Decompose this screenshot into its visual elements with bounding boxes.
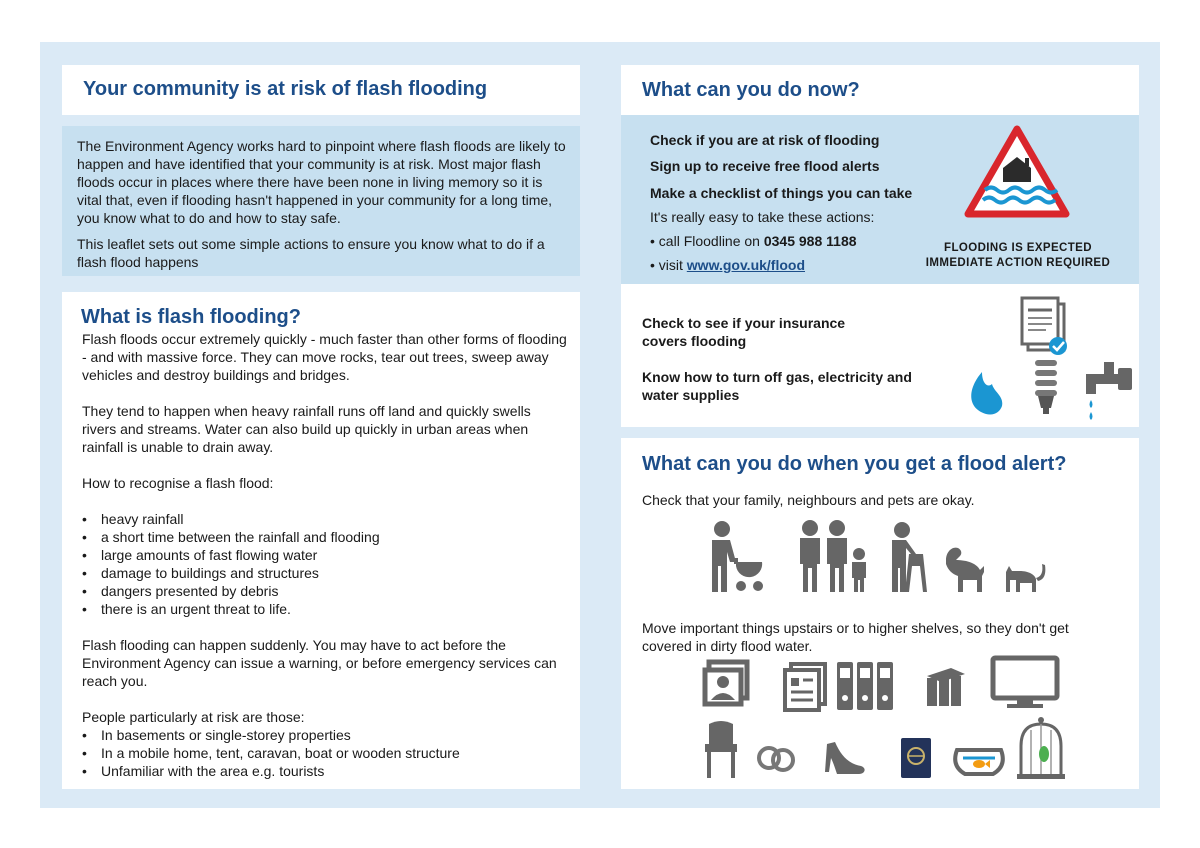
what-is-heading: What is flash flooding? [81,306,301,328]
family-icon [800,520,866,592]
list-item: • large amounts of fast flowing water [82,546,568,564]
flood-warning-sign-icon [963,124,1071,220]
list-item: • heavy rainfall [82,510,568,528]
actions-panel [621,115,1139,284]
list-item: • damage to buildings and structures [82,564,568,582]
easy-actions-text: It's really easy to take these actions: [650,209,875,225]
family-pets-icons [706,520,1066,596]
passport-icon [901,738,931,778]
sign-line-2: IMMEDIATE ACTION REQUIRED [925,257,1111,269]
utilities-icons [956,292,1136,422]
left-title-box [62,65,580,115]
high-heel-shoe-icon [825,742,865,774]
fishbowl-icon [955,750,1003,774]
do-now-heading: What can you do now? [642,79,860,101]
sign-line-1: FLOODING IS EXPECTED [944,242,1092,254]
dog-icon [946,548,984,592]
parent-with-pram-icon [712,521,763,592]
action-checklist: Make a checklist of things you can take [650,185,913,201]
flood-alert-box [621,438,1139,789]
list-item: • In a mobile home, tent, caravan, boat or wooden structure [82,744,568,762]
supplies-check: Know how to turn off gas, electricity and water supplies [642,369,912,403]
intro-paragraph-1: The Environment Agency works hard to pinpoint where flash floods are likely to happen and have identified that your community is at risk. Most major flash floods occur in places where there have been none in living memory so it is vital that, even if flooding hasn't happened in your community for a long time, you know what to do and how to stay safe. [77,138,566,226]
gov-flood-link[interactable]: www.gov.uk/flood [686,257,806,273]
insurance-check: Check to see if your insurance covers flooding [642,315,846,349]
chair-icon [705,721,737,778]
signs-list [82,510,568,618]
intro-paragraph-2: This leaflet sets out some simple actions to ensure you know what to do if a flash flood happens [77,236,545,270]
call-floodline [650,232,857,250]
list-item: • In basements or single-storey properties [82,726,568,744]
list-item: • a short time between the rainfall and flooding [82,528,568,546]
visit-website [650,256,805,274]
files-binders-icon [837,662,893,710]
tv-monitor-icon [993,658,1057,708]
books-icon [927,668,965,706]
recognise-intro: How to recognise a flash flood: [82,475,274,491]
belongings-icons [701,654,1071,780]
flash-flood-paragraph-3: Flash flooding can happen suddenly. You may have to act before the Environment Agency can issue a warning, or before emergency services can reach you. [82,637,557,689]
photo-frames-icon [705,662,747,704]
move-items-text: Move important things upstairs or to higher shelves, so they don't get covered in dirty flood water. [642,620,1069,654]
action-sign-up: Sign up to receive free flood alerts [650,158,880,174]
right-title-box [621,65,1139,115]
insurance-document-icon [1022,298,1067,355]
floodline-number: 0345 988 1188 [763,233,857,249]
water-tap-icon [1086,362,1132,420]
gas-flame-icon [971,372,1002,415]
risk-list [82,726,568,780]
flash-flood-paragraph-2: They tend to happen when heavy rainfall runs off land and quickly swells rivers and streams. Water can also build up quickly in urban areas when rainfall is unable to drain away. [82,403,531,455]
warning-sign-caption [913,241,1123,271]
action-check-risk: Check if you are at risk of flooding [650,132,880,148]
elderly-person-with-walker-icon [892,522,927,592]
birdcage-icon [1017,717,1065,779]
documents-icon [785,664,825,710]
call-prefix: • call Floodline on [650,233,764,249]
cat-icon [1006,564,1045,592]
page-title: Your community is at risk of flash flooding [83,78,488,100]
rings-icon [759,748,793,770]
what-is-flash-flooding-box [62,292,580,789]
list-item: • Unfamiliar with the area e.g. tourists [82,762,568,780]
list-item: • there is an urgent threat to life. [82,600,568,618]
visit-prefix: • visit [650,257,687,273]
risk-intro: People particularly at risk are those: [82,709,305,725]
flash-flood-paragraph-1: Flash floods occur extremely quickly - much faster than other forms of flooding - and with massive force. They can move rocks, tear out trees, sweep away vehicles and destroy buildings and bridges. [82,331,567,383]
intro-panel [62,126,580,276]
electricity-bulb-icon [1035,360,1057,414]
family-check-text: Check that your family, neighbours and pets are okay. [642,492,975,508]
checks-box [621,284,1139,427]
flood-alert-heading: What can you do when you get a flood alert? [642,453,1067,475]
what-is-body [82,330,568,780]
list-item: • dangers presented by debris [82,582,568,600]
